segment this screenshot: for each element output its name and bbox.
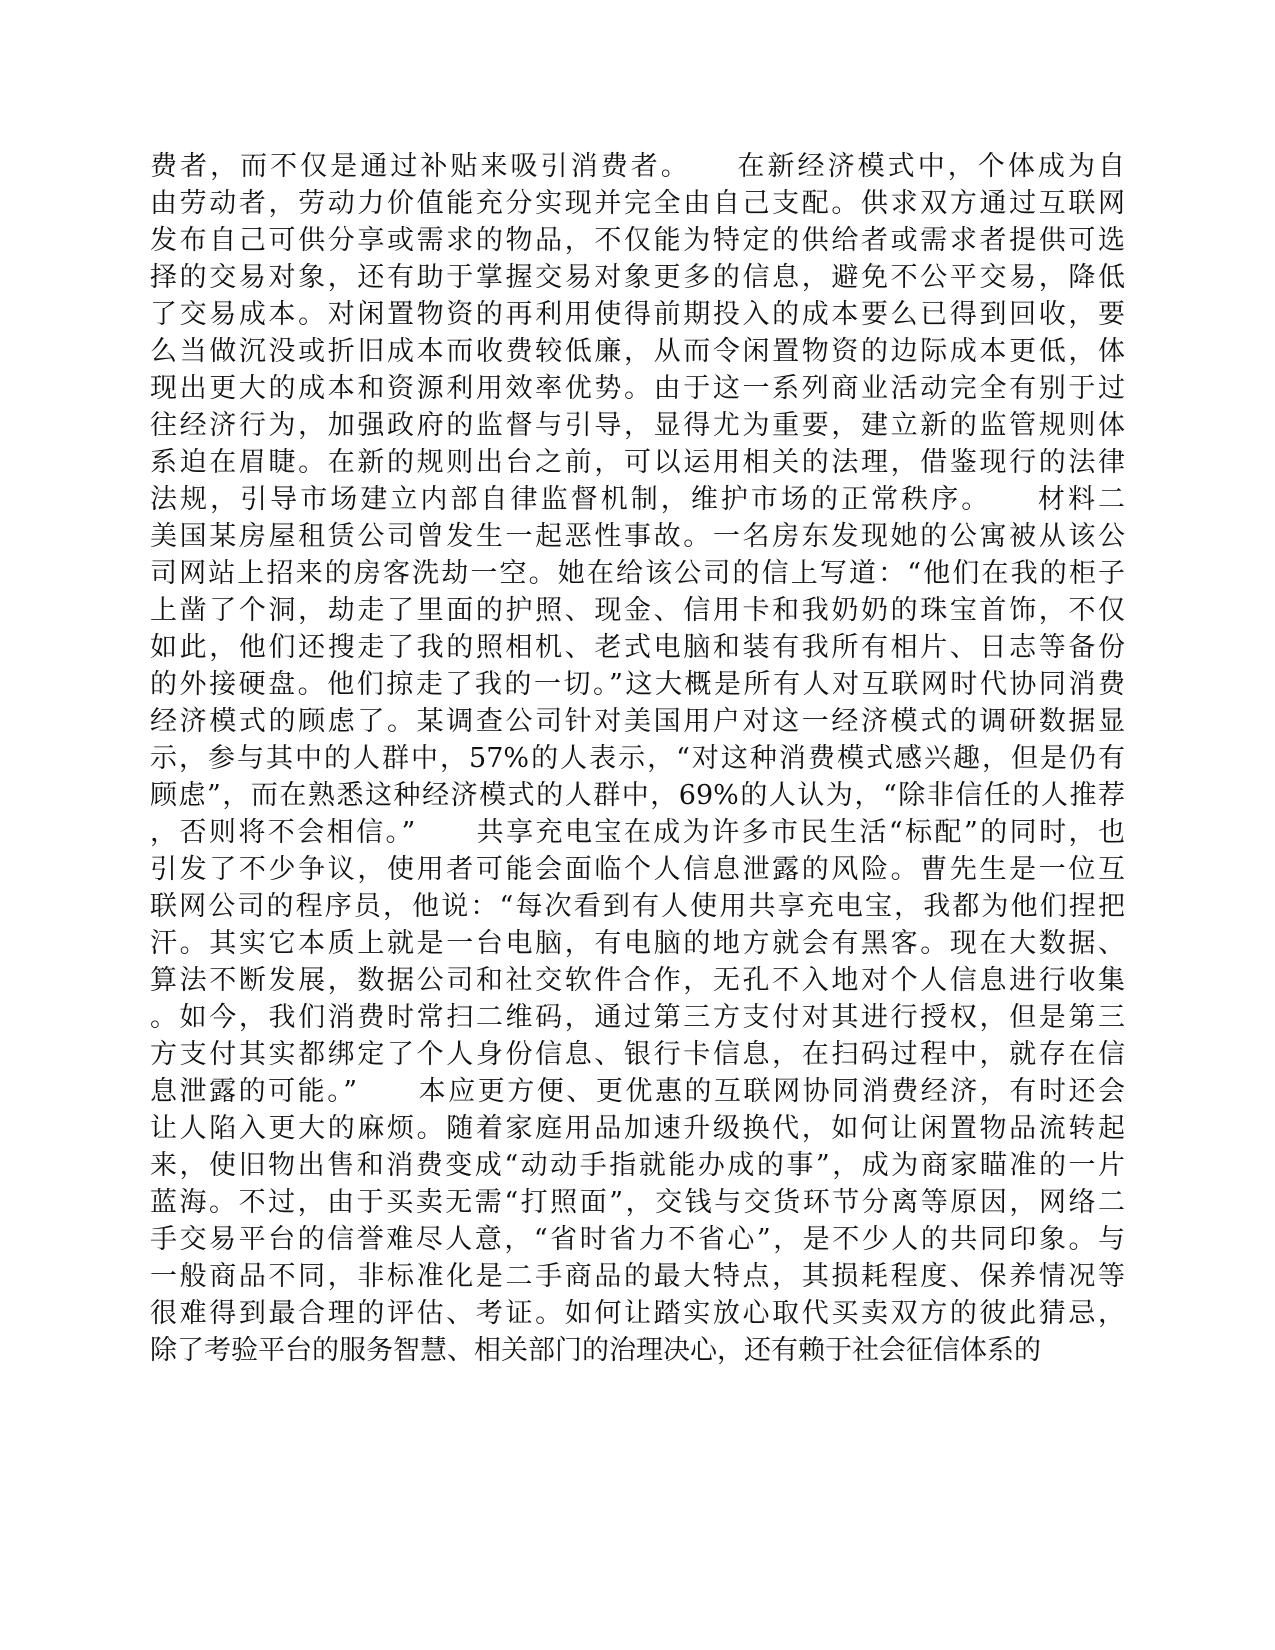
text-line: 由劳动者，劳动力价值能充分实现并完全由自己支配。供求双方通过互联网 — [150, 188, 1125, 219]
text-line: 的外接硬盘。他们掠走了我的一切。”这大概是所有人对互联网时代协同消费 — [150, 669, 1125, 700]
text-line: 。如今，我们消费时常扫二维码，通过第三方支付对其进行授权，但是第三 — [150, 1002, 1125, 1033]
text-line: 手交易平台的信誉难尽人意，“省时省力不省心”，是不少人的共同印象。与 — [150, 1224, 1125, 1255]
text-line: 费者，而不仅是通过补贴来吸引消费者。 在新经济模式中，个体成为自 — [150, 151, 1125, 182]
text-line: 发布自己可供分享或需求的物品，不仅能为特定的供给者或需求者提供可选 — [150, 225, 1125, 256]
text-line: 如此，他们还搜走了我的照相机、老式电脑和装有我所有相片、日志等备份 — [150, 632, 1125, 663]
text-line: 上凿了个洞，劫走了里面的护照、现金、信用卡和我奶奶的珠宝首饰，不仅 — [150, 595, 1125, 626]
text-line: 么当做沉没或折旧成本而收费较低廉，从而令闲置物资的边际成本更低，体 — [150, 336, 1125, 367]
text-line: 一般商品不同，非标准化是二手商品的最大特点，其损耗程度、保养情况等 — [150, 1261, 1125, 1292]
text-line: 方支付其实都绑定了个人身份信息、银行卡信息，在扫码过程中，就存在信 — [150, 1039, 1125, 1070]
text-line: 联网公司的程序员，他说：“每次看到有人使用共享充电宝，我都为他们捏把 — [150, 891, 1125, 922]
text-line: 往经济行为，加强政府的监督与引导，显得尤为重要，建立新的监管规则体 — [150, 410, 1125, 441]
text-line: 来，使旧物出售和消费变成“动动手指就能办成的事”，成为商家瞄准的一片 — [150, 1150, 1125, 1181]
text-line: 了交易成本。对闲置物资的再利用使得前期投入的成本要么已得到回收，要 — [150, 299, 1125, 330]
text-line: 除了考验平台的服务智慧、相关部门的治理决心，还有赖于社会征信体系的 — [150, 1335, 1041, 1366]
text-line: 系迫在眉睫。在新的规则出台之前，可以运用相关的法理，借鉴现行的法律 — [150, 447, 1125, 478]
text-line: ，否则将不会相信。” 共享充电宝在成为许多市民生活“标配”的同时，也 — [150, 817, 1125, 848]
text-line: 司网站上招来的房客洗劫一空。她在给该公司的信上写道：“他们在我的柜子 — [150, 558, 1125, 589]
text-line: 顾虑”，而在熟悉这种经济模式的人群中，69%的人认为，“除非信任的人推荐 — [150, 780, 1125, 811]
text-line: 很难得到最合理的评估、考证。如何让踏实放心取代买卖双方的彼此猜忌， — [150, 1298, 1125, 1329]
body-text — [150, 148, 1125, 1369]
text-line: 引发了不少争议，使用者可能会面临个人信息泄露的风险。曹先生是一位互 — [150, 854, 1125, 885]
text-line: 让人陷入更大的麻烦。随着家庭用品加速升级换代，如何让闲置物品流转起 — [150, 1113, 1125, 1144]
text-line: 汗。其实它本质上就是一台电脑，有电脑的地方就会有黑客。现在大数据、 — [150, 928, 1125, 959]
text-line: 蓝海。不过，由于买卖无需“打照面”，交钱与交货环节分离等原因，网络二 — [150, 1187, 1125, 1218]
text-line: 算法不断发展，数据公司和社交软件合作，无孔不入地对个人信息进行收集 — [150, 965, 1125, 996]
text-line: 经济模式的顾虑了。某调查公司针对美国用户对这一经济模式的调研数据显 — [150, 706, 1125, 737]
text-line: 美国某房屋租赁公司曾发生一起恶性事故。一名房东发现她的公寓被从该公 — [150, 521, 1125, 552]
text-line: 现出更大的成本和资源利用效率优势。由于这一系列商业活动完全有别于过 — [150, 373, 1125, 404]
text-line: 择的交易对象，还有助于掌握交易对象更多的信息，避免不公平交易，降低 — [150, 262, 1125, 293]
text-line: 示，参与其中的人群中，57%的人表示，“对这种消费模式感兴趣，但是仍有 — [150, 743, 1125, 774]
text-line: 法规，引导市场建立内部自律监督机制，维护市场的正常秩序。 材料二 — [150, 484, 1125, 515]
text-line: 息泄露的可能。” 本应更方便、更优惠的互联网协同消费经济，有时还会 — [150, 1076, 1125, 1107]
